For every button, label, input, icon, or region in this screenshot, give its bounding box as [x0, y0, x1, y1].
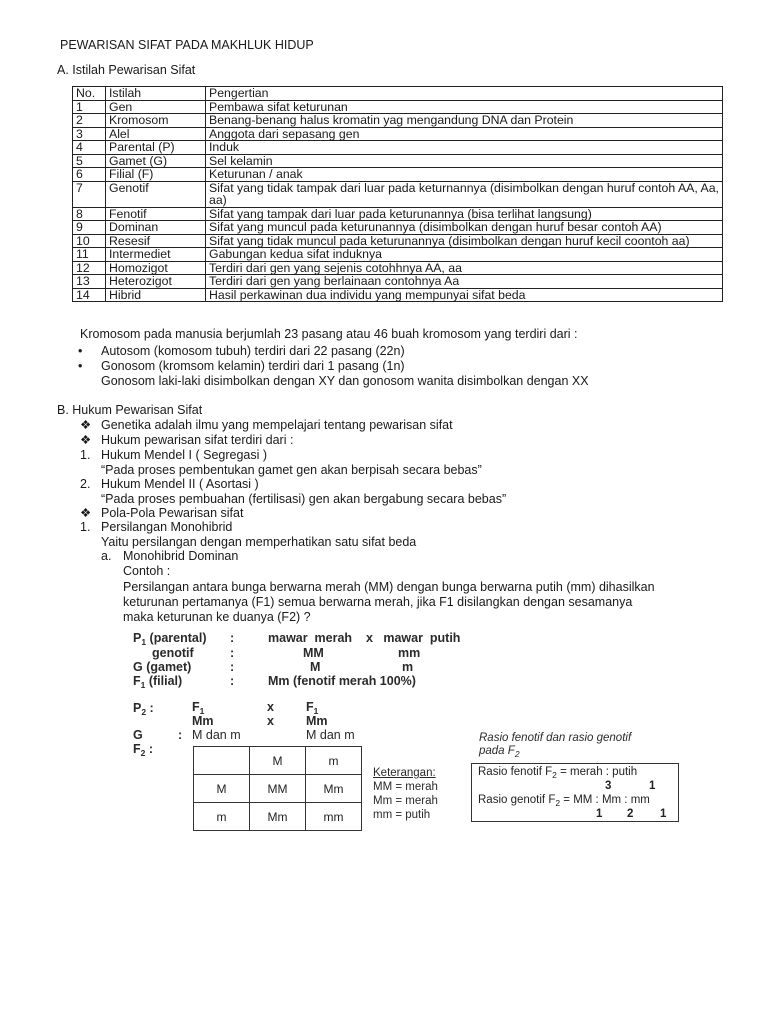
- row-definition: Benang-benang halus kromatin yag mengandung DNA dan Protein: [206, 114, 723, 128]
- row-term: Gen: [106, 100, 206, 114]
- table-row: [73, 234, 723, 248]
- table-row: [73, 207, 723, 221]
- f2-label: $F_2$ :: [133, 742, 154, 758]
- table-row: [73, 141, 723, 155]
- example-line-1: Persilangan antara bunga berwarna merah (MM) dengan bunga berwarna putih (mm) dihasilkan: [123, 580, 655, 594]
- gamet-dominant: M: [310, 660, 321, 674]
- f1-value: Mm (fenotif merah 100%): [268, 674, 416, 688]
- row-term: Gamet (G): [106, 154, 206, 168]
- row-term: Homozigot: [106, 261, 206, 275]
- genotif-mm-recessive: mm: [398, 646, 421, 660]
- row-definition: Keturunan / anak: [206, 168, 723, 182]
- legend-item: Mm = merah: [373, 795, 438, 807]
- legend-title: Keterangan:: [373, 767, 436, 779]
- hukum-intro: Hukum pewarisan sifat terdiri dari :: [101, 433, 294, 447]
- punnett-cell: m: [194, 803, 250, 831]
- bullet-icon: •: [78, 344, 83, 358]
- table-row: [73, 261, 723, 275]
- ratio-fenotif-value: 3: [605, 780, 612, 792]
- row-term: Resesif: [106, 234, 206, 248]
- p2-f1-left: $F_1$: [192, 700, 205, 716]
- punnett-cell: mm: [306, 803, 362, 831]
- persilangan-definition: Yaitu persilangan dengan memperhatikan satu sifat beda: [101, 535, 417, 549]
- row-term: Alel: [106, 127, 206, 141]
- row-no: 14: [73, 288, 106, 302]
- g2-left: M dan m: [192, 728, 241, 742]
- table-row: [73, 288, 723, 302]
- row-definition: Anggota dari sepasang gen: [206, 127, 723, 141]
- row-term: Heterozigot: [106, 275, 206, 289]
- cross-x: x: [267, 714, 274, 728]
- table-header-row: [73, 87, 723, 101]
- colon: :: [230, 674, 235, 688]
- ratio-genotif: Rasio genotif $F_2$ = MM : Mm : mm: [478, 794, 650, 808]
- p2-mm-left: Mm: [192, 714, 214, 728]
- bullet-autosom: Autosom (komosom tubuh) terdiri dari 22 pasang (22n): [101, 344, 405, 358]
- mendel-1: Hukum Mendel I ( Segregasi ): [101, 448, 268, 462]
- kromosom-intro: Kromosom pada manusia berjumlah 23 pasang atau 46 buah kromosom yang terdiri dari :: [80, 327, 578, 341]
- row-definition: Sifat yang tidak muncul pada keturunannya (disimbolkan dengan huruf kecil coontoh aa): [206, 234, 723, 248]
- header-definition: Pengertian: [206, 87, 723, 101]
- table-row: [73, 248, 723, 262]
- table-row: [73, 127, 723, 141]
- g2-label: G: [133, 728, 143, 742]
- punnett-cell: MM: [250, 775, 306, 803]
- legend-item: mm = putih: [373, 809, 431, 821]
- pola-pewarisan: Pola-Pola Pewarisan sifat: [101, 506, 244, 520]
- row-no: 13: [73, 275, 106, 289]
- punnett-square: [193, 746, 362, 831]
- colon: :: [230, 646, 235, 660]
- gamet-recessive: m: [402, 660, 414, 674]
- row-definition: Hasil perkawinan dua individu yang mempunyai sifat beda: [206, 288, 723, 302]
- table-row: [73, 168, 723, 182]
- row-no: 11: [73, 248, 106, 262]
- row-term: Hibrid: [106, 288, 206, 302]
- row-no: 10: [73, 234, 106, 248]
- mendel-2-quote: “Pada proses pembuahan (fertilisasi) gen akan bergabung secara bebas”: [101, 492, 507, 506]
- example-label: Contoh :: [123, 564, 171, 578]
- diamond-bullet-icon: ❖: [80, 506, 92, 520]
- gonosom-note: Gonosom laki-laki disimbolkan dengan XY dan gonosom wanita disimbolkan dengan XX: [101, 374, 589, 388]
- row-definition: Gabungan kedua sifat induknya: [206, 248, 723, 262]
- ratio-title: Rasio fenotif dan rasio genotif: [479, 732, 632, 744]
- list-number: 1.: [80, 520, 91, 534]
- ratio-fenotif: Rasio fenotif $F_2$ = merah : putih: [478, 766, 638, 780]
- row-no: 6: [73, 168, 106, 182]
- row-definition: Sel kelamin: [206, 154, 723, 168]
- genotif-mm-dominant: MM: [303, 646, 324, 660]
- genetika-definition: Genetika adalah ilmu yang mempelajari tentang pewarisan sifat: [101, 418, 453, 432]
- bullet-gonosom: Gonosom (kromsom kelamin) terdiri dari 1 pasang (1n): [101, 359, 405, 373]
- ratio-genotif-value: 1: [660, 808, 667, 820]
- ratio-genotif-value: 1: [596, 808, 603, 820]
- row-definition: Terdiri dari gen yang sejenis cotohhnya AA, aa: [206, 261, 723, 275]
- row-term: Intermediet: [106, 248, 206, 262]
- section-b-heading: B. Hukum Pewarisan Sifat: [57, 403, 203, 417]
- punnett-cell: M: [194, 775, 250, 803]
- row-term: Parental (P): [106, 141, 206, 155]
- table-row: [73, 100, 723, 114]
- punnett-row: [194, 803, 362, 831]
- row-definition: Sifat yang tampak dari luar pada keturunannya (bisa terlihat langsung): [206, 207, 723, 221]
- table-row: [73, 114, 723, 128]
- table-row: [73, 181, 723, 207]
- row-no: 2: [73, 114, 106, 128]
- g2-right: M dan m: [306, 728, 355, 742]
- mendel-2: Hukum Mendel II ( Asortasi ): [101, 477, 259, 491]
- punnett-cell: M: [250, 747, 306, 775]
- ratio-fenotif-value: 1: [649, 780, 656, 792]
- row-no: 1: [73, 100, 106, 114]
- colon: :: [178, 728, 183, 742]
- row-definition: Induk: [206, 141, 723, 155]
- punnett-row: [194, 747, 362, 775]
- table-row: [73, 275, 723, 289]
- table-row: [73, 221, 723, 235]
- row-term: Filial (F): [106, 168, 206, 182]
- cross-x: x: [267, 700, 274, 714]
- colon: :: [230, 631, 235, 645]
- diamond-bullet-icon: ❖: [80, 418, 92, 432]
- document-title: PEWARISAN SIFAT PADA MAKHLUK HIDUP: [60, 38, 314, 52]
- bullet-icon: •: [78, 359, 83, 373]
- f1-label: $F_1$ (filial): [133, 674, 183, 690]
- punnett-cell: [194, 747, 250, 775]
- list-number: 2.: [80, 477, 91, 491]
- row-term: Dominan: [106, 221, 206, 235]
- row-no: 8: [73, 207, 106, 221]
- monohibrid-dominan: Monohibrid Dominan: [123, 549, 239, 563]
- list-letter: a.: [101, 549, 112, 563]
- row-no: 5: [73, 154, 106, 168]
- p1-label: $P_1$ (parental): [133, 631, 207, 647]
- list-number: 1.: [80, 448, 91, 462]
- example-line-2: keturunan pertamanya (F1) semua berwarna merah, jika F1 disilangkan dengan sesamanya: [123, 595, 633, 609]
- punnett-cell: Mm: [250, 803, 306, 831]
- ratio-genotif-value: 2: [627, 808, 634, 820]
- punnett-cell: Mm: [306, 775, 362, 803]
- row-definition: Sifat yang tidak tampak dari luar pada keturnannya (disimbolkan dengan huruf contoh AA, Aa, aa): [206, 181, 723, 207]
- punnett-row: [194, 775, 362, 803]
- row-definition: Pembawa sifat keturunan: [206, 100, 723, 114]
- ratio-box: [471, 763, 679, 822]
- ratio-title-line-2: pada $F_2$: [479, 745, 520, 759]
- table-row: [73, 154, 723, 168]
- row-no: 12: [73, 261, 106, 275]
- legend-item: MM = merah: [373, 781, 438, 793]
- terms-table: [72, 86, 723, 302]
- row-term: Genotif: [106, 181, 206, 207]
- row-definition: Sifat yang muncul pada keturunannya (disimbolkan dengan huruf besar contoh AA): [206, 221, 723, 235]
- genotif-label: genotif: [152, 646, 194, 660]
- example-line-3: maka keturunan ke duanya (F2) ?: [123, 610, 311, 624]
- diamond-bullet-icon: ❖: [80, 433, 92, 447]
- row-definition: Terdiri dari gen yang berlainaan contohnya Aa: [206, 275, 723, 289]
- punnett-cell: m: [306, 747, 362, 775]
- row-no: 7: [73, 181, 106, 207]
- p2-mm-right: Mm: [306, 714, 328, 728]
- gamet-label: G (gamet): [133, 660, 192, 674]
- section-a-heading: A. Istilah Pewarisan Sifat: [57, 63, 196, 77]
- row-no: 9: [73, 221, 106, 235]
- p2-f1-right: $F_1$: [306, 700, 319, 716]
- row-no: 3: [73, 127, 106, 141]
- colon: :: [230, 660, 235, 674]
- row-term: Kromosom: [106, 114, 206, 128]
- mendel-1-quote: “Pada proses pembentukan gamet gen akan berpisah secara bebas”: [101, 463, 482, 477]
- row-term: Fenotif: [106, 207, 206, 221]
- p1-cross: mawar merah x mawar putih: [268, 631, 461, 645]
- persilangan-monohibrid: Persilangan Monohibrid: [101, 520, 233, 534]
- header-term: Istilah: [106, 87, 206, 101]
- row-no: 4: [73, 141, 106, 155]
- header-no: No.: [73, 87, 106, 101]
- p2-label: $P_2$ :: [133, 701, 154, 717]
